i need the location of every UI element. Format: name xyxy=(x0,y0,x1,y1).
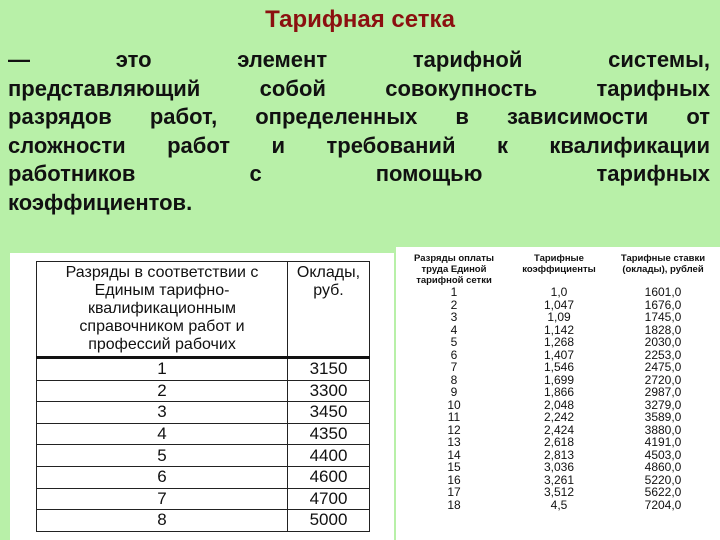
table-row xyxy=(37,358,370,381)
rate-cell: 2720,0 xyxy=(644,372,682,387)
salary-column-header: Оклады, руб. xyxy=(288,262,370,358)
rate-cell: 3589,0 xyxy=(644,410,682,424)
coefficient-cell: 1,09 xyxy=(547,310,571,324)
coefficient-cell: 2,424 xyxy=(543,422,575,437)
tariff-grid-header xyxy=(400,253,716,286)
rate-cell: 1601,0 xyxy=(644,285,682,299)
coefficient-cell: 1,047 xyxy=(543,297,575,312)
tariff-grid-body xyxy=(400,286,716,511)
rate-cell: 4191,0 xyxy=(644,435,682,449)
rate-cell: 2253,0 xyxy=(644,347,682,362)
definition-paragraph xyxy=(8,46,710,217)
grade-cell: 12 xyxy=(447,422,461,437)
rate-cell: 4503,0 xyxy=(644,447,682,462)
salary-table xyxy=(36,261,370,532)
grade-cell: 7 xyxy=(37,488,288,510)
salary-cell: 4600 xyxy=(288,466,370,488)
grade-cell: 4 xyxy=(37,423,288,445)
grade-cell: 3 xyxy=(450,310,458,324)
coefficient-cell: 1,546 xyxy=(543,360,575,374)
grade-cell: 4 xyxy=(450,322,458,337)
table-row xyxy=(400,386,716,399)
table-row xyxy=(400,436,716,449)
table-row xyxy=(37,423,370,445)
table-row xyxy=(400,311,716,324)
salary-cell: 4350 xyxy=(288,423,370,445)
paragraph-line: представляющий собой совокупность тарифных xyxy=(8,75,710,101)
table-row xyxy=(37,445,370,467)
table-row xyxy=(37,380,370,402)
table-row xyxy=(400,499,716,512)
coefficient-cell: 4,5 xyxy=(550,497,568,512)
salary-cell: 3150 xyxy=(288,358,370,381)
coefficient-cell: 2,618 xyxy=(543,435,575,449)
salary-table-card xyxy=(10,253,394,540)
coefficient-cell: 3,512 xyxy=(543,485,575,499)
coefficient-cell: 3,261 xyxy=(543,472,575,487)
grade-cell: 13 xyxy=(447,435,461,449)
paragraph-line: — это элемент тарифной системы, xyxy=(8,47,710,72)
table-row xyxy=(400,361,716,374)
rate-cell: 1745,0 xyxy=(644,310,682,324)
paragraph-line: сложности работ и требований к квалификации xyxy=(8,132,710,158)
page-title: Тарифная сетка xyxy=(265,6,455,33)
rate-cell: 1828,0 xyxy=(644,322,682,337)
table-row xyxy=(400,486,716,499)
rate-cell: 7204,0 xyxy=(644,497,682,512)
grade-cell: 8 xyxy=(37,510,288,532)
paragraph-line: коэффициентов. xyxy=(8,189,193,215)
grade-cell: 6 xyxy=(37,466,288,488)
paragraph-line: разрядов работ, определенных в зависимости от xyxy=(8,104,710,129)
grade-cell: 17 xyxy=(447,485,461,499)
rate-cell: 2475,0 xyxy=(644,360,682,374)
table-row xyxy=(37,466,370,488)
grade-cell: 7 xyxy=(450,360,458,374)
grade-cell: 8 xyxy=(450,372,458,387)
grade-cell: 2 xyxy=(450,297,458,312)
tariff-grid-table xyxy=(400,253,716,511)
rate-cell: 3880,0 xyxy=(644,422,682,437)
salary-cell: 5000 xyxy=(288,510,370,532)
grade-cell: 16 xyxy=(447,472,461,487)
rate-cell: 2987,0 xyxy=(644,385,682,399)
rate-cell: 3279,0 xyxy=(644,397,682,412)
salary-cell: 4400 xyxy=(288,445,370,467)
coefficient-cell: 1,142 xyxy=(543,322,575,337)
grade-cell: 5 xyxy=(450,335,458,349)
coefficient-cell: 1,866 xyxy=(543,385,575,399)
rate-cell: 5622,0 xyxy=(644,485,682,499)
salary-cell: 3450 xyxy=(288,402,370,424)
grade-cell: 10 xyxy=(447,397,461,412)
coefficient-cell: 2,048 xyxy=(543,397,575,412)
coefficient-cell: 2,813 xyxy=(543,447,575,462)
coefficient-cell: 2,242 xyxy=(543,410,575,424)
table-row xyxy=(37,488,370,510)
grade-cell: 18 xyxy=(447,497,461,512)
grade-cell: 6 xyxy=(450,347,458,362)
salary-cell: 3300 xyxy=(288,380,370,402)
rate-cell: 1676,0 xyxy=(644,297,682,312)
table-row xyxy=(37,510,370,532)
table-row xyxy=(37,402,370,424)
grade-cell: 3 xyxy=(37,402,288,424)
table-row xyxy=(400,461,716,474)
coefficient-cell: 1,699 xyxy=(543,372,575,387)
table-row xyxy=(400,411,716,424)
table-row xyxy=(400,336,716,349)
table-row xyxy=(400,286,716,299)
grade-cell: 15 xyxy=(447,460,461,474)
grade-cell: 2 xyxy=(37,380,288,402)
coefficient-header: Тарифные коэффициенты xyxy=(522,253,596,275)
coefficient-cell: 1,407 xyxy=(543,347,575,362)
rate-cell: 2030,0 xyxy=(644,335,682,349)
grade-cell: 14 xyxy=(447,447,461,462)
grade-column-header: Разряды в соответствии с Единым тарифно-квалификационным справочником работ и профессий рабочих xyxy=(37,262,288,358)
grade-header: Разряды оплаты труда Единой тарифной сетки xyxy=(414,253,494,286)
salary-table-body xyxy=(37,358,370,532)
coefficient-cell: 1,0 xyxy=(550,285,568,299)
grade-cell: 5 xyxy=(37,445,288,467)
grade-cell: 9 xyxy=(450,385,458,399)
tariff-grid-card xyxy=(396,247,720,540)
grade-cell: 1 xyxy=(37,358,288,381)
salary-cell: 4700 xyxy=(288,488,370,510)
coefficient-cell: 1,268 xyxy=(543,335,575,349)
rate-cell: 5220,0 xyxy=(644,472,682,487)
rate-header: Тарифные ставки (оклады), рублей xyxy=(620,253,706,275)
paragraph-line: работников с помощью тарифных xyxy=(8,161,710,186)
coefficient-cell: 3,036 xyxy=(543,460,575,474)
grade-cell: 1 xyxy=(450,285,458,299)
rate-cell: 4860,0 xyxy=(644,460,682,474)
grade-cell: 11 xyxy=(447,410,461,424)
